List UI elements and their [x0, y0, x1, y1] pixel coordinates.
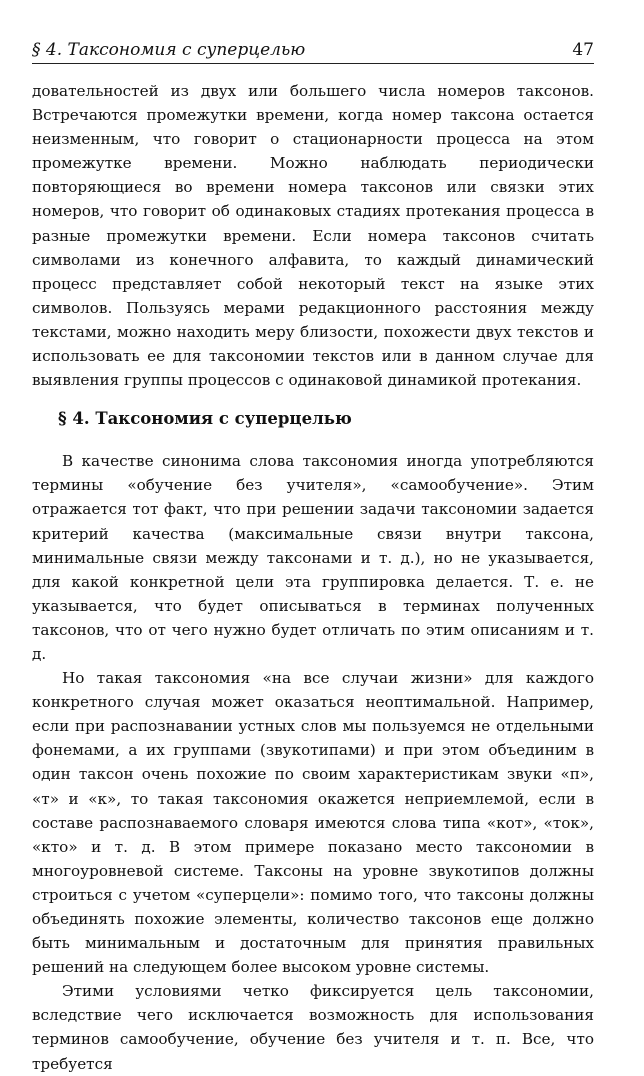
paragraph: Но такая таксономия «на все случаи жизни» для каждого конкретного случая может оказаться неоптимальной. Например, если при распознавании устных слов мы пользуемся не отдельными фонемами, а их группами (звукотипами) и при этом объединим в один таксон очень похожие по своим характеристикам звуки «п», «т» и «к», то такая таксономия окажется неприемлемой, если в составе распознаваемого словаря имеются слова типа «кот», «ток», «кто» и т. д. В этом примере показано место таксономии в многоуровневой системе. Таксоны на уровне звукотипов должны строиться с учетом «суперцели»: помимо того, что таксоны должны объединять похожие элементы, количество таксонов еще должно быть минимальным и достаточным для принятия правильных решений на следующем более высоком уровне системы.	[32, 669, 594, 977]
paragraph: В качестве синонима слова таксономия иногда употребляются термины «обучение без учителя», «самообучение». Этим отражается тот факт, что при решении задачи таксономии задается критерий качества (максимальные связи внутри таксона, минимальные связи между таксонами и т. д.), но не указывается, для какой конкретной цели эта группировка делается. Т. е. не указывается, что будет описываться в терминах полученных таксонов, что от чего нужно будет отличать по этим описаниям и т. д.	[32, 452, 594, 663]
page-number: 47	[572, 40, 594, 60]
paragraph: Этими условиями четко фиксируется цель таксономии, вследствие чего исключается возможность для использования терминов самообучение, обучение без учителя и т. п. Все, что требуется	[32, 982, 594, 1073]
book-page	[32, 40, 594, 1076]
running-header	[32, 40, 594, 64]
paragraph-continued: довательностей из двух или большего числа номеров таксонов. Встречаются промежутки времени, когда номер таксона остается неизменным, что говорит о стационарности процесса на этом промежутке времени. Можно наблюдать периодически повторяющиеся во времени номера таксонов или связки этих номеров, что говорит об одинаковых стадиях протекания процесса в разные промежутки времени. Если номера таксонов считать символами из конечного алфавита, то каждый динамический процесс представляет собой некоторый текст на языке этих символов. Пользуясь мерами редакционного расстояния между текстами, можно находить меру близости, похожести двух текстов и использовать ее для таксономии текстов или в данном случае для выявления группы процессов с одинаковой динамикой протекания.	[32, 82, 594, 390]
section-heading: § 4. Таксономия с суперцелью	[58, 409, 352, 429]
page-body	[32, 79, 594, 1076]
running-header-title: § 4. Таксономия с суперцелью	[32, 40, 306, 60]
